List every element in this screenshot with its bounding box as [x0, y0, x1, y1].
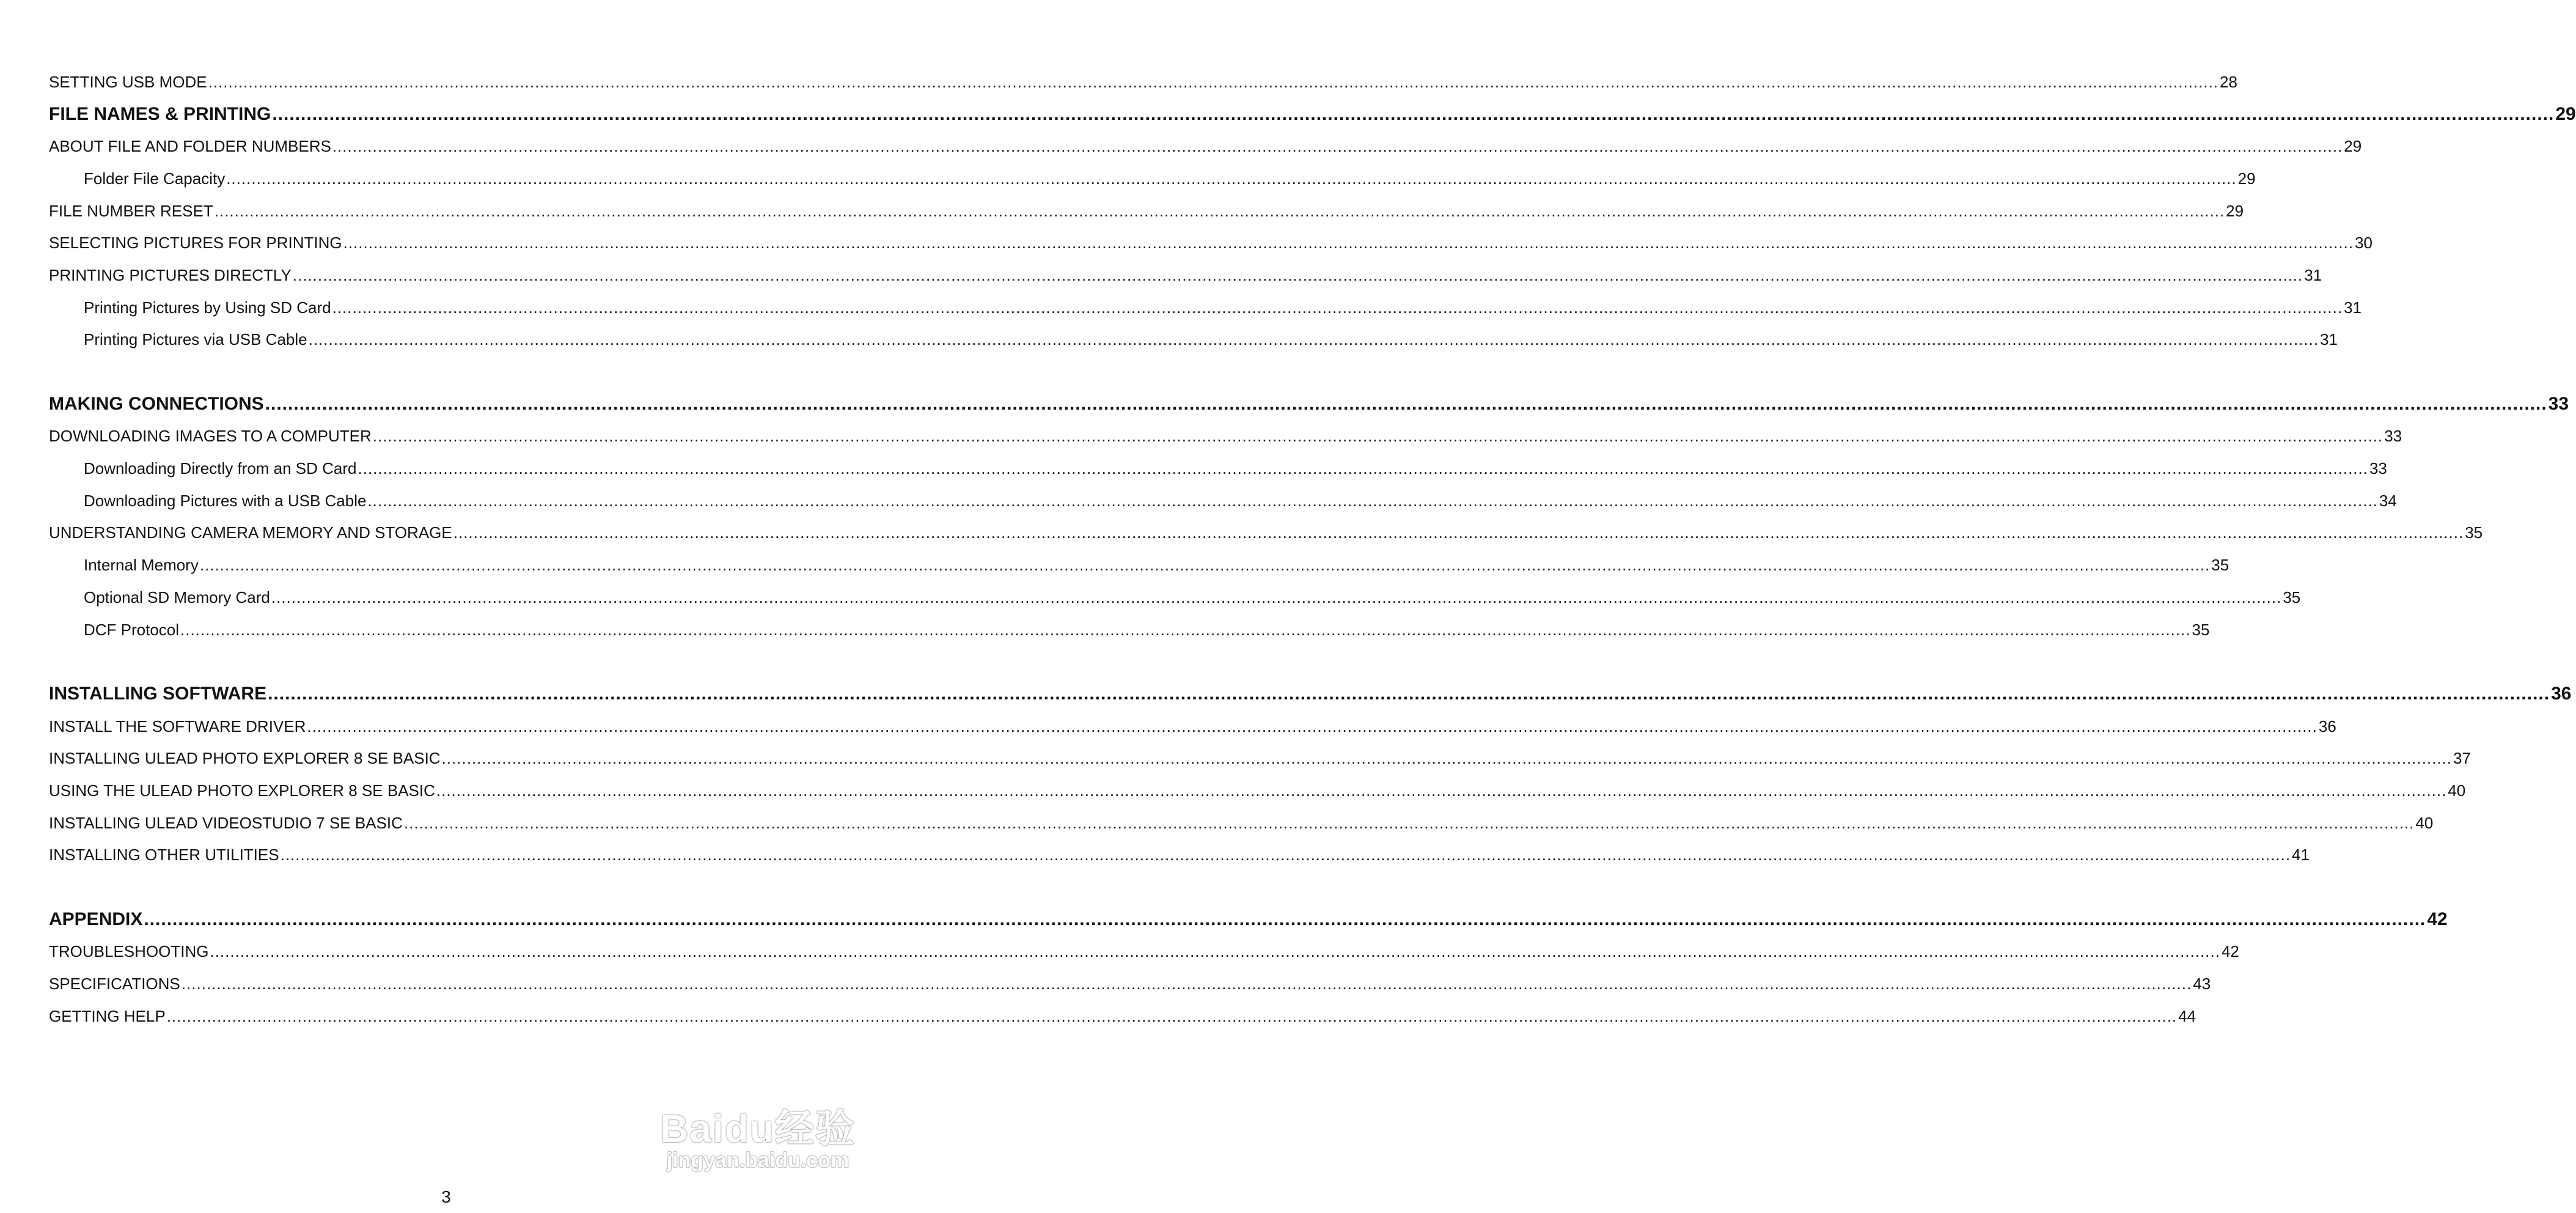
dot-leader: ................................................................................................................................................................................................................................................................................................................................................................................................................ [358, 459, 2368, 478]
toc-entry[interactable] [49, 421, 2402, 453]
toc-entry-page: 40 [2415, 813, 2434, 832]
toc-entry-title: Internal Memory [84, 556, 199, 575]
dot-leader: ................................................................................................................................................................................................................................................................................................................................................................................................................ [268, 684, 2550, 704]
dot-leader: ................................................................................................................................................................................................................................................................................................................................................................................................................ [280, 846, 2291, 865]
dot-leader: ................................................................................................................................................................................................................................................................................................................................................................................................................ [308, 330, 2319, 349]
watermark-url: jingyan.baidu.com [666, 1149, 849, 1172]
toc-entry-page: 35 [2283, 588, 2301, 606]
toc-entry-title: Optional SD Memory Card [84, 588, 270, 606]
toc-entry[interactable] [49, 163, 2256, 195]
toc-entry-page: 35 [2465, 523, 2483, 542]
toc-entry[interactable] [49, 742, 2471, 775]
toc-entry-page: 44 [2178, 1006, 2196, 1025]
toc-entry-title: SPECIFICATIONS [49, 975, 180, 994]
toc-entry[interactable] [49, 485, 2397, 517]
toc-entry-title: UNDERSTANDING CAMERA MEMORY AND STORAGE [49, 523, 452, 542]
toc-entry-title: DCF Protocol [84, 620, 180, 639]
toc-entry-title: APPENDIX [49, 909, 143, 930]
toc-entry-title: INSTALLING SOFTWARE [49, 684, 267, 704]
toc-entry-title: GETTING HELP [49, 1006, 166, 1025]
toc-entry[interactable] [49, 581, 2301, 614]
toc-entry-title: Downloading Directly from an SD Card [84, 459, 357, 478]
toc-entry-title: PRINTING PICTURES DIRECTLY [49, 265, 292, 284]
toc-entry-page: 33 [2548, 394, 2569, 415]
toc-entry[interactable] [49, 614, 2210, 646]
toc-entry-page: 42 [2221, 942, 2239, 961]
dot-leader: ................................................................................................................................................................................................................................................................................................................................................................................................................ [210, 942, 2220, 961]
toc-entry-page: 41 [2292, 846, 2310, 865]
toc-entry-page: 36 [2318, 717, 2336, 736]
dot-leader: ................................................................................................................................................................................................................................................................................................................................................................................................................ [208, 72, 2219, 91]
toc-entry-title: DOWNLOADING IMAGES TO A COMPUTER [49, 427, 372, 446]
toc-entry-page: 35 [2211, 556, 2229, 575]
toc-entry-title: INSTALLING OTHER UTILITIES [49, 846, 279, 865]
toc-entry[interactable] [49, 259, 2322, 292]
dot-leader: ................................................................................................................................................................................................................................................................................................................................................................................................................ [181, 975, 2192, 994]
toc-entry-page: 40 [2448, 781, 2466, 800]
toc-entry-page: 43 [2193, 975, 2211, 994]
toc-entry[interactable] [49, 195, 2244, 227]
toc-entry-title: SETTING USB MODE [49, 72, 207, 91]
toc-entry-title: INSTALLING ULEAD PHOTO EXPLORER 8 SE BASIC [49, 749, 441, 768]
toc-entry[interactable] [49, 66, 2237, 98]
toc-entry-page: 29 [2226, 201, 2244, 220]
toc-entry-title: INSTALL THE SOFTWARE DRIVER [49, 717, 306, 736]
toc-spacer [49, 356, 843, 388]
toc-entry-title: Folder File Capacity [84, 169, 226, 188]
toc-entry[interactable] [49, 1000, 2196, 1033]
toc-entry-title: Printing Pictures by Using SD Card [84, 298, 331, 317]
toc-chapter-entry[interactable] [49, 388, 2569, 421]
dot-leader: ................................................................................................................................................................................................................................................................................................................................................................................................................ [272, 104, 2555, 125]
toc-entry-title: SELECTING PICTURES FOR PRINTING [49, 234, 342, 253]
toc-entry[interactable] [49, 775, 2466, 807]
toc-entry-title: INSTALLING ULEAD VIDEOSTUDIO 7 SE BASIC [49, 813, 403, 832]
dot-leader: ................................................................................................................................................................................................................................................................................................................................................................................................................ [199, 556, 2211, 575]
toc-entry-page: 29 [2237, 169, 2256, 188]
dot-leader: ................................................................................................................................................................................................................................................................................................................................................................................................................ [403, 813, 2415, 832]
toc-entry[interactable] [49, 292, 2361, 324]
table-of-contents [49, 66, 2576, 1033]
toc-entry-page: 30 [2355, 234, 2372, 253]
dot-leader: ................................................................................................................................................................................................................................................................................................................................................................................................................ [367, 491, 2378, 510]
toc-chapter-entry[interactable] [49, 98, 2576, 131]
toc-chapter-entry[interactable] [49, 904, 2448, 936]
toc-entry[interactable] [49, 968, 2211, 1000]
toc-entry-title: ABOUT FILE AND FOLDER NUMBERS [49, 137, 331, 156]
baidu-watermark-logo [648, 1097, 868, 1173]
dot-leader: ................................................................................................................................................................................................................................................................................................................................................................................................................ [332, 298, 2343, 317]
dot-leader: ................................................................................................................................................................................................................................................................................................................................................................................................................ [307, 717, 2317, 736]
dot-leader: ................................................................................................................................................................................................................................................................................................................................................................................................................ [343, 234, 2354, 253]
dot-leader: ................................................................................................................................................................................................................................................................................................................................................................................................................ [453, 523, 2464, 542]
toc-entry[interactable] [49, 324, 2338, 356]
toc-entry-page: 36 [2551, 684, 2572, 704]
dot-leader: ................................................................................................................................................................................................................................................................................................................................................................................................................ [144, 909, 2426, 930]
dot-leader: ................................................................................................................................................................................................................................................................................................................................................................................................................ [372, 427, 2383, 446]
toc-entry-page: 33 [2384, 427, 2402, 446]
toc-entry[interactable] [49, 227, 2372, 259]
toc-entry-page: 35 [2192, 620, 2210, 639]
toc-entry-page: 31 [2304, 265, 2322, 284]
toc-spacer [49, 646, 843, 678]
toc-entry-title: Downloading Pictures with a USB Cable [84, 491, 367, 510]
toc-chapter-entry[interactable] [49, 678, 2572, 710]
toc-entry-page: 42 [2427, 909, 2448, 930]
toc-entry-title: TROUBLESHOOTING [49, 942, 209, 961]
dot-leader: ................................................................................................................................................................................................................................................................................................................................................................................................................ [226, 169, 2237, 188]
dot-leader: ................................................................................................................................................................................................................................................................................................................................................................................................................ [436, 781, 2447, 800]
toc-entry[interactable] [49, 936, 2239, 968]
toc-entry-page: 29 [2555, 104, 2576, 125]
page-number: 3 [441, 1187, 451, 1206]
toc-entry-title: FILE NAMES & PRINTING [49, 104, 271, 125]
toc-entry-title: MAKING CONNECTIONS [49, 394, 264, 415]
toc-entry[interactable] [49, 130, 2362, 163]
toc-entry[interactable] [49, 807, 2434, 839]
toc-entry-title: USING THE ULEAD PHOTO EXPLORER 8 SE BASIC [49, 781, 435, 800]
toc-entry[interactable] [49, 452, 2387, 485]
dot-leader: ................................................................................................................................................................................................................................................................................................................................................................................................................ [292, 265, 2303, 284]
toc-entry[interactable] [49, 549, 2229, 581]
toc-entry-title: FILE NUMBER RESET [49, 201, 213, 220]
toc-entry[interactable] [49, 839, 2310, 872]
dot-leader: ................................................................................................................................................................................................................................................................................................................................................................................................................ [166, 1006, 2178, 1025]
dot-leader: ................................................................................................................................................................................................................................................................................................................................................................................................................ [441, 749, 2453, 768]
toc-entry-page: 28 [2220, 72, 2237, 91]
toc-entry-page: 34 [2379, 491, 2397, 510]
toc-entry[interactable] [49, 517, 2483, 550]
watermark-brand: Baidu经验 [660, 1107, 856, 1151]
toc-spacer [49, 871, 843, 904]
toc-entry-page: 29 [2344, 137, 2362, 156]
dot-leader: ................................................................................................................................................................................................................................................................................................................................................................................................................ [265, 394, 2547, 415]
toc-entry-page: 31 [2344, 298, 2361, 317]
toc-entry-page: 33 [2369, 459, 2387, 478]
dot-leader: ................................................................................................................................................................................................................................................................................................................................................................................................................ [332, 137, 2343, 156]
toc-entry-page: 37 [2453, 749, 2471, 768]
toc-entry-page: 31 [2320, 330, 2338, 349]
dot-leader: ................................................................................................................................................................................................................................................................................................................................................................................................................ [180, 620, 2191, 639]
dot-leader: ................................................................................................................................................................................................................................................................................................................................................................................................................ [214, 201, 2225, 220]
toc-entry[interactable] [49, 710, 2336, 743]
dot-leader: ................................................................................................................................................................................................................................................................................................................................................................................................................ [271, 588, 2282, 606]
toc-entry-title: Printing Pictures via USB Cable [84, 330, 307, 349]
